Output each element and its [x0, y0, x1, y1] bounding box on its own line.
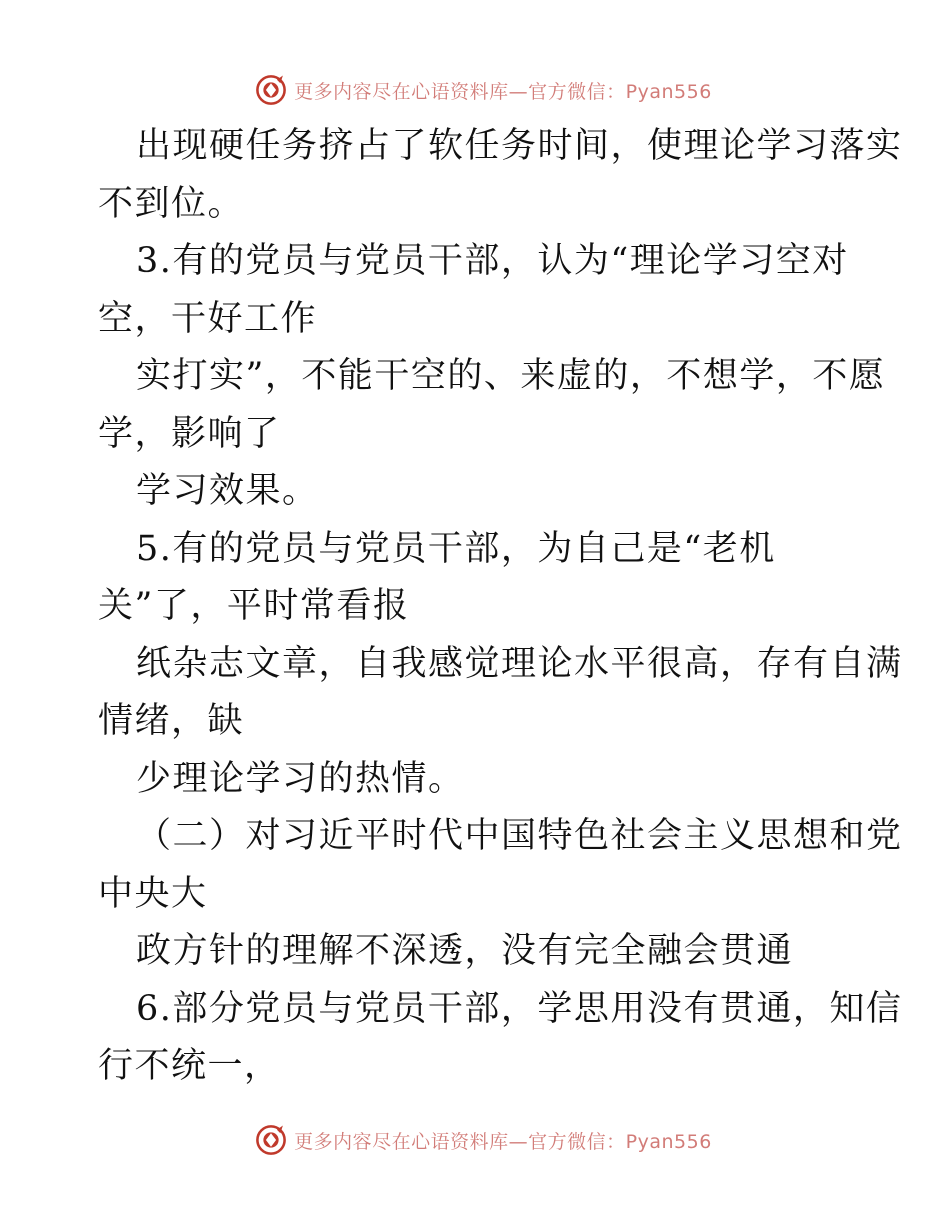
paragraph-line: 纸杂志文章，自我感觉理论水平很高，存有自满: [136, 643, 903, 684]
logo-icon: [254, 1123, 288, 1157]
paragraph-line: 不到位。: [98, 183, 245, 224]
paragraph-line: 少理论学习的热情。: [136, 758, 465, 799]
paragraph-line: 实打实”，不能干空的、来虚的，不想学，不愿: [136, 356, 886, 396]
paragraph-line: 关”了，平时常看报: [98, 586, 410, 626]
logo-icon: [254, 73, 288, 107]
header-watermark: [0, 70, 950, 110]
paragraph-line: 6.部分党员与党员干部，学思用没有贯通，知信: [136, 988, 903, 1029]
section-heading-line: （二）对习近平时代中国特色社会主义思想和党: [136, 816, 903, 856]
paragraph-line: 出现硬任务挤占了软任务时间，使理论学习落实: [136, 126, 903, 166]
paragraph-line: 学，影响了: [98, 413, 281, 454]
paragraph-line: 行不统一，: [98, 1046, 281, 1086]
section-heading-line: 政方针的理解不深透，没有完全融会贯通: [136, 931, 794, 971]
footer-banner-text: 更多内容尽在心语资料库—官方微信：Pyan556: [294, 1130, 712, 1153]
document-body: [98, 118, 903, 1096]
paragraph-line: 3.有的党员与党员干部，认为“理论学习空对: [136, 241, 849, 281]
footer-watermark: [0, 1120, 950, 1160]
paragraph-line: 5.有的党员与党员干部，为自己是“老机: [136, 528, 776, 569]
paragraph-line: 学习效果。: [136, 471, 319, 511]
section-heading-line: 中央大: [98, 873, 208, 914]
paragraph-line: 空，干好工作: [98, 298, 318, 339]
paragraph-line: 情绪，缺: [98, 701, 245, 741]
header-banner-text: 更多内容尽在心语资料库—官方微信：Pyan556: [294, 80, 712, 103]
